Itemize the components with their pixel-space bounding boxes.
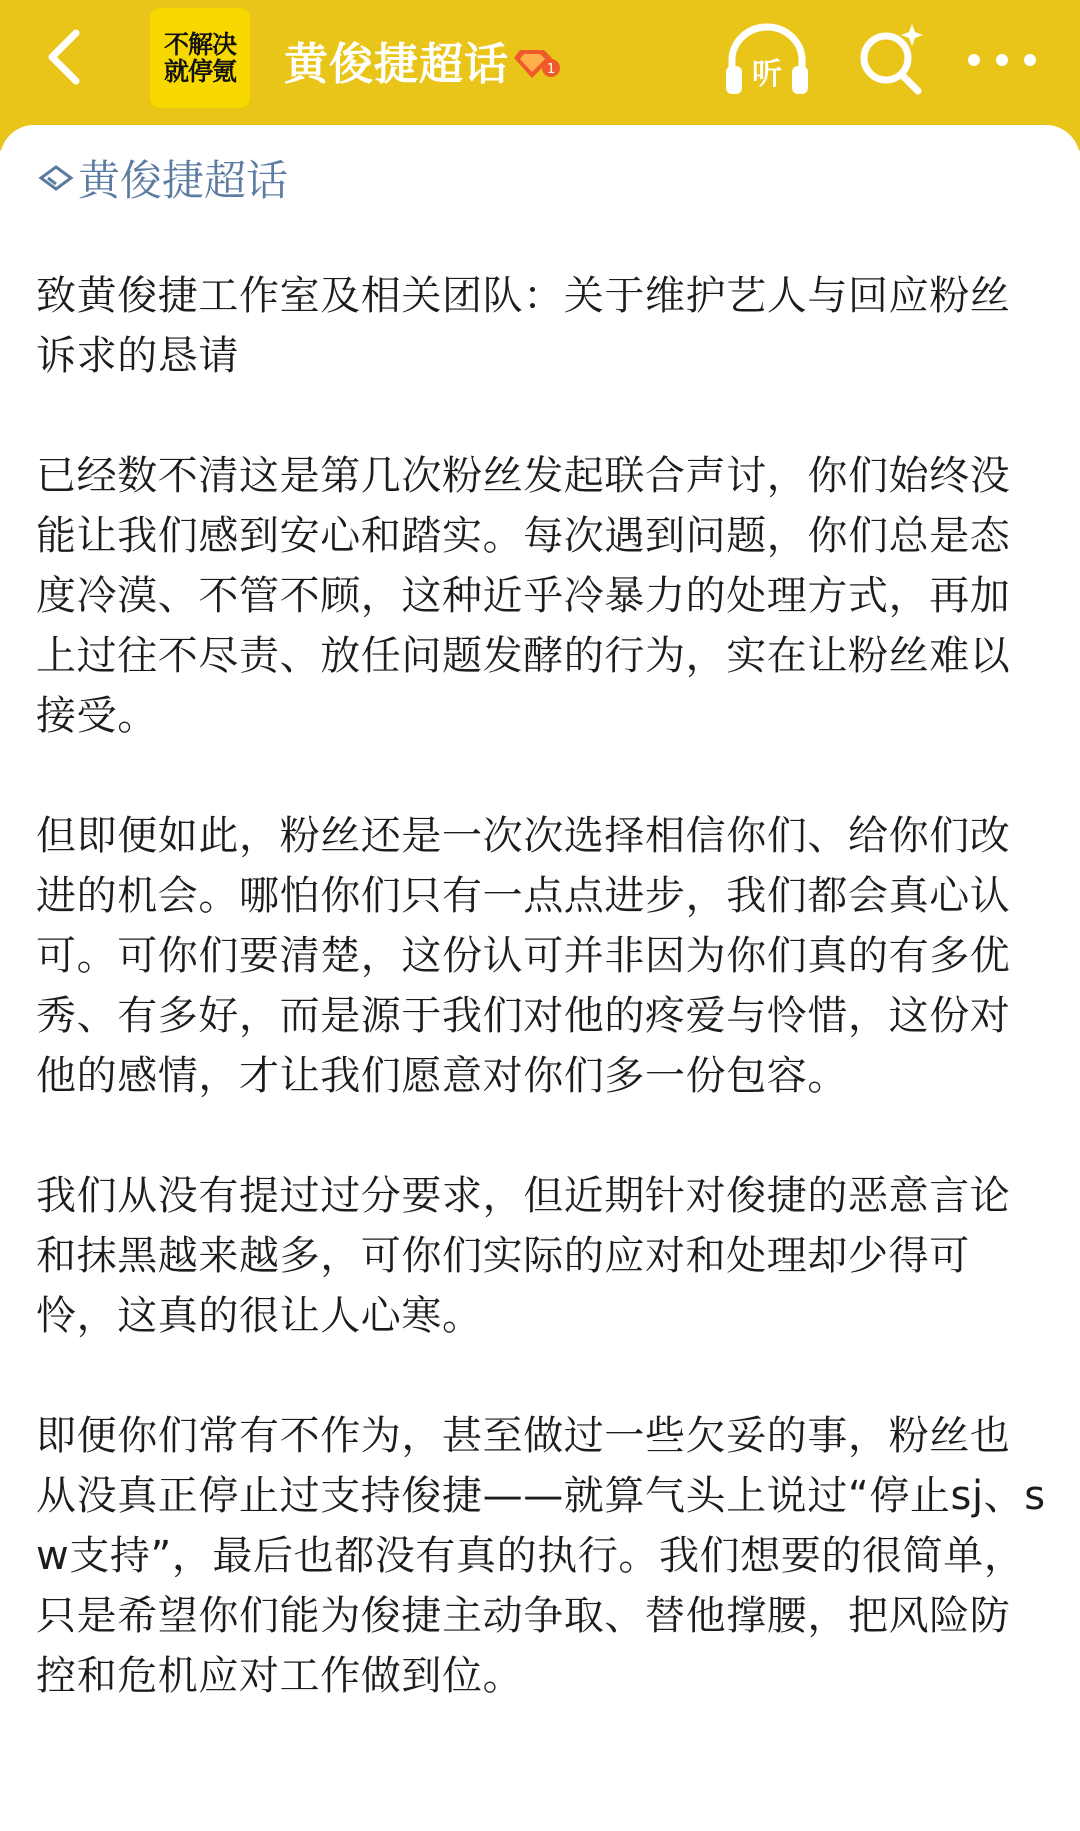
level-badge-number: 1	[546, 62, 556, 77]
avatar-text-line2: 就停氪	[163, 57, 236, 86]
listen-label: 听	[752, 57, 782, 92]
level-badge-icon	[514, 44, 560, 80]
more-button[interactable]	[962, 30, 1042, 90]
more-dots-icon	[968, 54, 1036, 66]
topic-link-label: 黄俊捷超话	[78, 156, 289, 205]
post-paragraph: 我们从没有提过过分要求，但近期针对俊捷的恶意言论和抹黑越来越多，可你们实际的应对和处理却少得可怜，这真的很让人心寒。	[36, 1173, 1011, 1339]
super-topic-icon	[38, 163, 74, 193]
post-paragraph: 但即便如此，粉丝还是一次次选择相信你们、给你们改进的机会。哪怕你们只有一点点进步，我们都会真心认可。可你们要清楚，这份认可并非因为你们真的有多优秀、有多好，而是源于我们对他的疼爱与怜惜，这份对他的感情，才让我们愿意对你们多一份包容。	[36, 813, 1011, 1099]
post-paragraph: 即便你们常有不作为，甚至做过一些欠妥的事，粉丝也从没真正停止过支持俊捷——就算气头上说过“停止sj、sw支持”，最后也都没有真的执行。我们想要的很简单，只是希望你们能为俊捷主动争取、替他撑腰，把风险防控和危机应对工作做到位。	[36, 1413, 1046, 1699]
topic-avatar[interactable]	[150, 8, 250, 108]
avatar-text-line1: 不解决	[163, 30, 236, 59]
post-title-paragraph: 致黄俊捷工作室及相关团队：关于维护艺人与回应粉丝诉求的恳请	[36, 273, 1011, 379]
post-paragraph: 已经数不清这是第几次粉丝发起联合声讨，你们始终没能让我们感到安心和踏实。每次遇到问题，你们总是态度冷漠、不管不顾，这种近乎冷暴力的处理方式，再加上过往不尽责、放任问题发酵的行为，实在让粉丝难以接受。	[36, 453, 1011, 739]
topic-link[interactable]	[38, 148, 288, 208]
back-button[interactable]	[34, 22, 94, 92]
page-title: 黄俊捷超话	[284, 39, 509, 90]
chevron-left-icon	[44, 27, 84, 87]
search-button[interactable]	[856, 20, 926, 100]
post-content	[36, 266, 1046, 1766]
listen-button[interactable]	[722, 20, 812, 100]
